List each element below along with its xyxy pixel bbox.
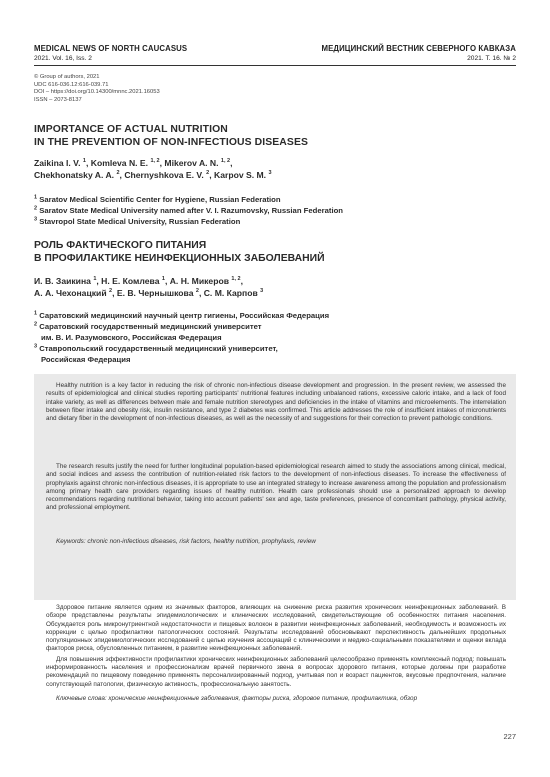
affiliation-num: 1 — [34, 310, 38, 317]
author-sup: 1 — [82, 158, 86, 165]
title-en-line-2: IN THE PREVENTION OF NON-INFECTIOUS DISEASES — [34, 137, 309, 148]
affiliation — [34, 310, 329, 321]
author: И. В. Заикина — [34, 276, 91, 286]
author: С. М. Карпов — [203, 287, 258, 298]
journal-name-en: MEDICAL NEWS OF NORTH CAUCASUS — [34, 44, 188, 53]
abstract-ru — [34, 604, 516, 703]
affiliation-text: Ставропольский государственный медицинский университет, — [39, 344, 278, 353]
authors-en — [34, 158, 272, 181]
affiliation — [34, 321, 329, 332]
abstract-ru-paragraph-1: Здоровое питание является одним из значимых факторов, влияющих на снижение риска развития хронических неинфекционных заболеваний. В обзоре представлены результаты эпидемиологических и клинических исследований, свидетельствующие об особенностях питания населения. Обсуждается роль микронутриентной недостаточности и пищевых волокон в развитии неинфекционных заболеваний, необходимость и возможность их коррекции с целью профилактики патологических состояний. Результаты исследований обосновывают перспективность дальнейших продольных популяционных эпидемиологических исследований с целью изучения ассоциаций с клиническими и медико-социальными показателями и оценки вклада факторов риска, обусловленных питанием, в развитие неинфекционных заболеваний. — [46, 604, 506, 653]
author-sup: 1 — [93, 276, 97, 283]
author-sup: 1, 2 — [231, 276, 241, 283]
author: А. Н. Микеров — [169, 276, 229, 286]
header-rule — [34, 65, 516, 66]
author: А. А. Чехонацкий — [34, 287, 107, 298]
affiliation-text: Saratov Medical Scientific Center for Hygiene, Russian Federation — [39, 195, 281, 204]
affiliation-cont: им. В. И. Разумовского, Российская Федерация — [41, 333, 222, 342]
authors-en-line-1: Zaikina I. V. $^1$, Komleva N. E. $^{1, 2}$, Mikerov A. N. $^{1, 2}$, — [34, 158, 233, 168]
author-sup: 1, 2 — [150, 158, 160, 165]
abstract-en-paragraph-1: Healthy nutrition is a key factor in reducing the risk of chronic non-infectious disease development and progression. In the present review, we assessed the results of epidemiological and clinical studies reporting participants' nutritional features including unbalanced rations, excessive caloric intake, and a lack of food intake variety, as well as differences between male and female nutrition stereotypes and deficiencies in the intake of vitamins and microelements. The interrelation between fiber intake and obesity risk, insulin resistance, and type 2 diabetes was confirmed. This article addresses the role of insufficient intakes of micronutrients and dietary fiber in the development of non-infectious diseases, as well as the necessity of and suggestions for their correction to prevent pathologic conditions. — [46, 382, 506, 423]
affiliation-num: 3 — [34, 216, 38, 223]
issue-en: 2021. Vol. 16, Iss. 2 — [34, 55, 92, 62]
affiliation — [34, 216, 343, 227]
author-sup: 3 — [260, 287, 264, 294]
title-ru-line-1: РОЛЬ ФАКТИЧЕСКОГО ПИТАНИЯ — [34, 240, 207, 251]
author-sup: 1 — [161, 276, 165, 283]
affiliation — [34, 194, 343, 205]
author-sup: 3 — [268, 169, 272, 176]
doi: DOI – https://doi.org/10.14300/mnnc.2021.16053 — [34, 89, 160, 96]
abstract-ru-paragraph-2: Для повышения эффективности профилактики хронических неинфекционных заболеваний целесообразно применять комплексный подход: повышать информированность населения и профессионализм врачей первичного звена в вопросах здорового питания, которые должны при разработке рекомендаций по пищевому поведению применять персонализированный подход, учитывая пол и возраст пациентов, вкусовые предпочтения, наличие сопутствующей патологии, физическую активность, профессиональную занятость. — [46, 655, 506, 688]
affiliation-num: 2 — [34, 205, 38, 212]
article-title-en — [34, 123, 308, 149]
author: Chekhonatsky A. A. — [34, 169, 115, 180]
affiliation-num: 3 — [34, 343, 38, 350]
author: Е. В. Чернышкова — [116, 287, 194, 298]
authors-ru-line-1: И. В. Заикина $^1$, Н. Е. Комлева $^1$, А. Н. Микеров $^{1, 2}$, — [34, 276, 243, 286]
author: Н. Е. Комлева — [101, 276, 160, 286]
affiliations-ru — [34, 310, 329, 365]
running-header — [34, 44, 516, 68]
abstract-box — [34, 374, 516, 600]
udc: UDC 616-036.12:616-039.71 — [34, 81, 109, 88]
title-en-line-1: IMPORTANCE OF ACTUAL NUTRITION — [34, 124, 228, 135]
affiliation — [34, 205, 343, 216]
affiliation — [34, 343, 329, 354]
affiliation-text: Saratov State Medical University named after V. I. Razumovsky, Russian Federation — [39, 206, 343, 215]
author-sup: 2 — [109, 287, 113, 294]
authors-ru-line-2: А. А. Чехонацкий $^2$, Е. В. Чернышкова $^2$, С. М. Карпов $^3$ — [34, 287, 264, 298]
authors-ru — [34, 276, 263, 299]
affiliation-text: Саратовский медицинский научный центр гигиены, Российская Федерация — [39, 311, 330, 320]
author-sup: 2 — [206, 169, 210, 176]
keywords-ru: Ключевые слова: хронические неинфекционные заболевания, факторы риска, здоровое питание, профилактика, обзор — [56, 694, 418, 702]
title-ru-line-2: В ПРОФИЛАКТИКЕ НЕИНФЕКЦИОННЫХ ЗАБОЛЕВАНИЙ — [34, 253, 325, 264]
author-sup: 2 — [195, 287, 199, 294]
author: Mikerov A. N. — [164, 158, 219, 168]
affiliation-num: 2 — [34, 321, 38, 328]
article-metadata — [34, 74, 160, 104]
page-number: 227 — [503, 732, 516, 741]
authors-en-line-2: Chekhonatsky A. A. $^2$, Chernyshkova E. V. $^2$, Karpov S. M. $^3$ — [34, 169, 272, 180]
journal-name-ru: МЕДИЦИНСКИЙ ВЕСТНИК СЕВЕРНОГО КАВКАЗА — [321, 44, 516, 53]
author: Zaikina I. V. — [34, 158, 81, 168]
author: Komleva N. E. — [90, 158, 149, 168]
header-right — [322, 44, 516, 63]
abstract-en-paragraph-2: The research results justify the need for further longitudinal population-based epidemiological research aimed to study the associations among clinical, medical, and social indices and assess the contribution of nutrition-related risk factors to the development of non-infectious diseases. To increase the effectiveness of prophylaxis against chronic non-infectious diseases, it is appropriate to use an integrated strategy to increase awareness among the population and professionalism among primary health care providers regarding issues of healthy nutrition. Health care professionals should use a personalized approach to develop recommendations regarding nutritional behavior, taking into account patients' sex and age, taste preferences, presence of concomitant pathology, physical activity, and professional employment. — [46, 463, 506, 512]
issue-ru: 2021. Т. 16. № 2 — [467, 55, 516, 62]
affiliation-cont: Российская Федерация — [41, 355, 131, 364]
copyright: © Group of authors, 2021 — [34, 74, 100, 80]
affiliation-text: Саратовский государственный медицинский университет — [39, 322, 262, 331]
affiliation-text: Stavropol State Medical University, Russian Federation — [39, 217, 241, 226]
affiliations-en — [34, 194, 343, 227]
author-sup: 2 — [116, 169, 120, 176]
article-title-ru — [34, 239, 325, 265]
author-sup: 1, 2 — [220, 158, 231, 165]
issn: ISSN – 2073-8137 — [34, 96, 82, 103]
affiliation-num: 1 — [34, 194, 38, 201]
author: Karpov S. M. — [214, 169, 267, 180]
author: Chernyshkova E. V. — [124, 169, 204, 180]
keywords-en: Keywords: chronic non-infectious diseases, risk factors, healthy nutrition, prophylaxis, review — [56, 538, 316, 545]
header-left — [34, 44, 187, 63]
